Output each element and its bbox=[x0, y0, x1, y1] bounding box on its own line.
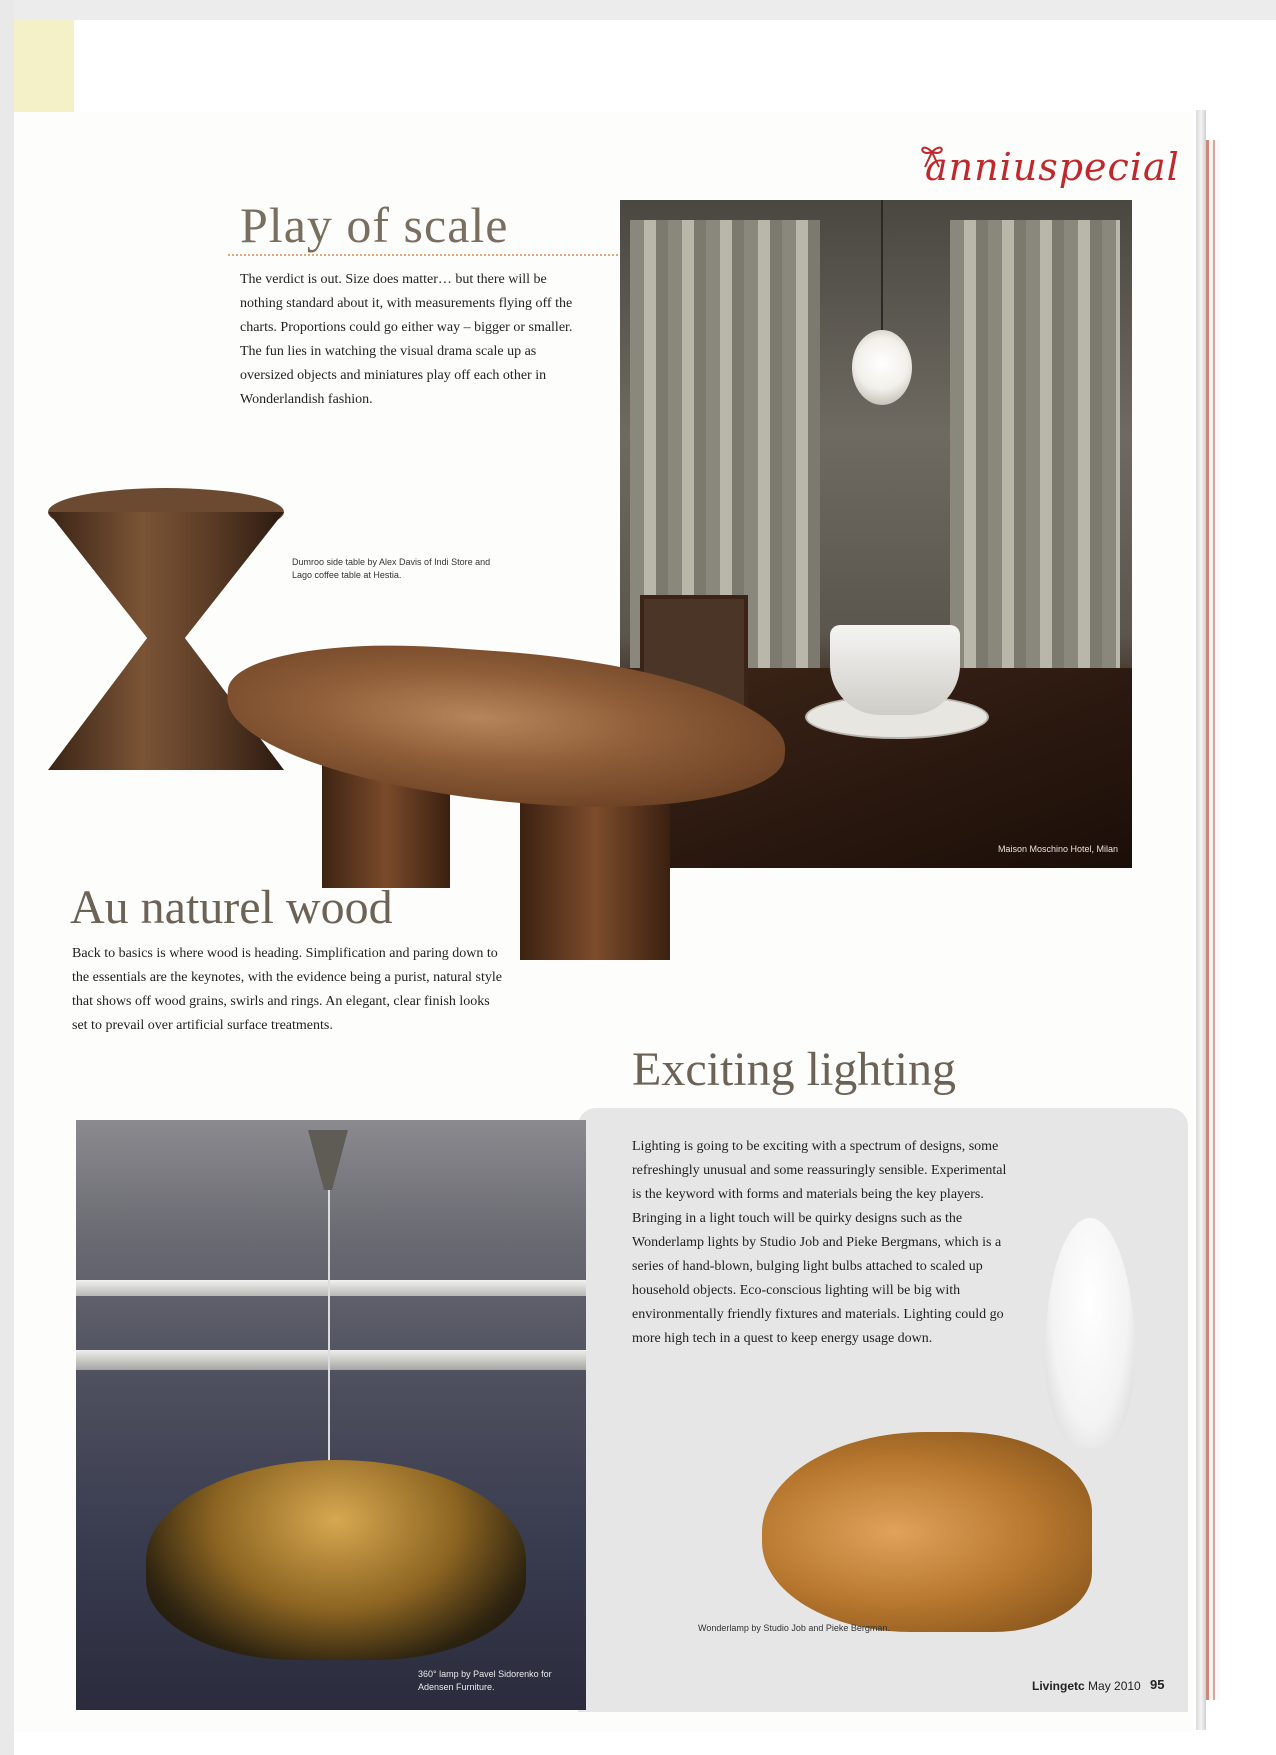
text-exciting-lighting: Lighting is going to be exciting with a spectrum of designs, some refreshingly unusual and some reassuringly sensible. Experimental is the keyword with forms and materials being the key players. Bringing in a light touch will be quirky designs such as the Wonderlamp lights by Studio Job and Pieke Bergmans, which is a series of hand-blown, bulging light bulbs attached to scaled up household objects. Eco-conscious lighting will be big with environmentally friendly fixtures and materials. Lighting could go more high tech in a quest to keep energy usage down. bbox=[632, 1139, 1007, 1346]
heading-exciting-lighting: Exciting lighting bbox=[632, 1043, 956, 1096]
lamp-cord bbox=[881, 200, 883, 332]
page-number: 95 bbox=[1150, 1677, 1165, 1692]
wall-rail-top bbox=[76, 1280, 586, 1296]
brand-text: anniuspecial bbox=[925, 145, 1180, 189]
page-spine bbox=[1196, 110, 1206, 1730]
heading-divider bbox=[228, 254, 618, 256]
scan-border-left bbox=[0, 0, 14, 1755]
photo-360-lamp bbox=[76, 1120, 586, 1710]
ceiling-canopy bbox=[308, 1130, 348, 1190]
caption-wonderlamp: Wonderlamp by Studio Job and Pieke Bergman. bbox=[698, 1623, 890, 1633]
caption-tables: Dumroo side table by Alex Davis of Indi Store and Lago coffee table at Hestia. bbox=[292, 557, 491, 580]
lamp-wire bbox=[328, 1190, 330, 1490]
issue-date: May 2010 bbox=[1088, 1679, 1141, 1693]
magazine-name: Livingetc bbox=[1032, 1679, 1085, 1693]
caption-room: Maison Moschino Hotel, Milan bbox=[997, 844, 1118, 854]
wonderlamp-teapot bbox=[762, 1432, 1092, 1632]
coffee-table-leg-right bbox=[520, 800, 670, 960]
scan-border-top bbox=[0, 0, 1276, 20]
heading-au-naturel-wood: Au naturel wood bbox=[70, 881, 393, 934]
page-edge bbox=[1206, 140, 1220, 1700]
text-au-naturel-wood: Back to basics is where wood is heading. Simplification and paring down to the essentials are the keynotes, with the evidence being a purist, natural style that shows off wood grains, swirls and rings. An elegant, clear finish looks set to prevail over artificial surface treatments. bbox=[72, 946, 502, 1033]
heading-play-of-scale: Play of scale bbox=[240, 197, 509, 253]
curtain-right bbox=[950, 220, 1120, 690]
text-play-of-scale: The verdict is out. Size does matter… but there will be nothing standard about it, with measurements flying off the charts. Proportions could go either way – bigger or smaller. The fun lies in watching the visual drama scale up as oversized objects and miniatures play off each other in Wonderlandish fashion. bbox=[240, 272, 573, 407]
wall-rail-bottom bbox=[76, 1350, 586, 1370]
lamp-shade bbox=[146, 1460, 526, 1660]
ribbon-icon bbox=[915, 135, 949, 169]
caption-360-lamp: 360° lamp by Pavel Sidorenko for Adensen Furniture. bbox=[418, 1669, 552, 1692]
section-brand-logo bbox=[925, 145, 1180, 189]
giant-cup-table bbox=[830, 625, 960, 715]
sticky-note bbox=[14, 20, 74, 120]
page-footer bbox=[1032, 1679, 1141, 1693]
bulb-lamp bbox=[852, 330, 912, 405]
